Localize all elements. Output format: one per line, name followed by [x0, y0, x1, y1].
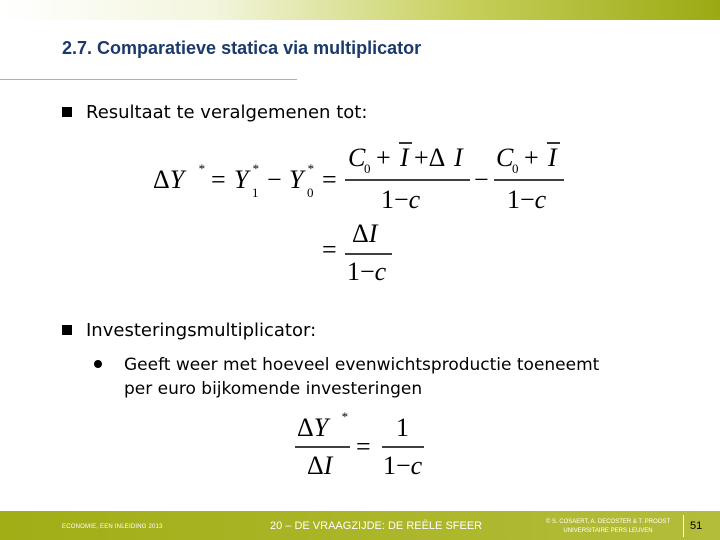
svg-text:*: * [307, 161, 314, 176]
svg-text:ΔY: ΔY [153, 165, 185, 194]
footer-bar [0, 511, 720, 540]
svg-text:=: = [322, 235, 337, 264]
svg-text:ΔI: ΔI [307, 451, 333, 480]
svg-text:1−c: 1−c [383, 451, 423, 480]
svg-text:ΔY: ΔY [297, 413, 329, 442]
svg-text:+: + [524, 143, 539, 172]
svg-text:=: = [211, 165, 226, 194]
bullet-text: Investeringsmultiplicator: [86, 320, 317, 341]
svg-text:1: 1 [396, 413, 409, 442]
svg-text:0: 0 [307, 185, 314, 200]
svg-text:+Δ: +Δ [414, 143, 446, 172]
svg-text:Y: Y [234, 165, 249, 194]
svg-text:I: I [454, 143, 463, 172]
footer-course-title: ECONOMIE, EEN INLEIDING 2013 [62, 524, 163, 530]
svg-text:I: I [548, 143, 557, 172]
svg-text:Y: Y [289, 165, 304, 194]
svg-text:*: * [341, 409, 348, 424]
footer-copyright-line-1: © S. COSAERT, A. DECOSTER & T. PROOST [545, 519, 671, 525]
svg-text:1−c: 1−c [347, 257, 387, 286]
slide-title: 2.7. Comparatieve statica via multiplicator [62, 38, 422, 58]
svg-text:C: C [496, 143, 514, 172]
subbullet-line-1: Geeft weer met hoeveel evenwichtsproductie toeneemt [124, 355, 600, 375]
bullet-text: Resultaat te veralgemenen tot: [86, 102, 368, 123]
svg-text:0: 0 [512, 161, 519, 176]
svg-text:1: 1 [252, 185, 259, 200]
svg-text:1−c: 1−c [507, 185, 547, 214]
page-number: 51 [690, 520, 703, 532]
svg-text:+: + [376, 143, 391, 172]
svg-text:*: * [252, 161, 259, 176]
subbullet-line-2: per euro bijkomende investeringen [124, 379, 423, 399]
svg-text:−: − [267, 165, 282, 194]
svg-text:=: = [356, 432, 371, 461]
footer-copyright [538, 518, 678, 536]
footer-copyright-line-2: UNIVERSITAIRE PERS LEUVEN [563, 528, 653, 534]
svg-text:−: − [474, 165, 489, 194]
svg-text:1−c: 1−c [381, 185, 421, 214]
svg-text:=: = [322, 165, 337, 194]
svg-text:I: I [400, 143, 409, 172]
svg-text:ΔI: ΔI [352, 219, 378, 248]
svg-text:*: * [198, 161, 205, 176]
svg-text:C: C [348, 143, 366, 172]
footer-divider [683, 515, 684, 537]
footer-chapter-title: 20 – DE VRAAGZIJDE: DE REËLE SFEER [270, 520, 483, 532]
svg-text:0: 0 [364, 161, 371, 176]
